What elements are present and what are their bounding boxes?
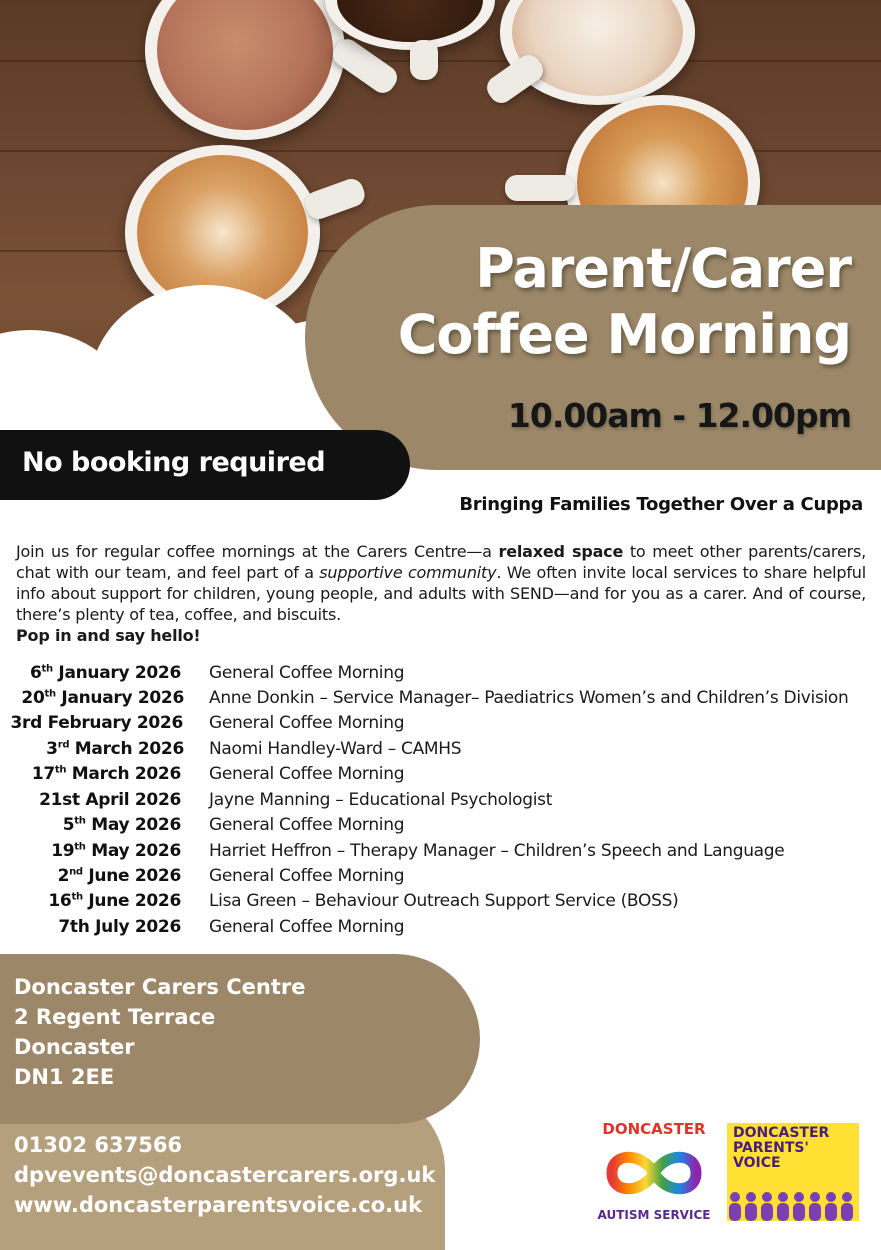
schedule-event: General Coffee Morning xyxy=(209,713,405,733)
schedule-event: Jayne Manning – Educational Psychologist xyxy=(209,790,553,810)
schedule-row xyxy=(0,739,881,764)
schedule-event: Harriet Heffron – Therapy Manager – Children’s Speech and Language xyxy=(209,841,785,861)
address-line: Doncaster xyxy=(14,1035,135,1059)
schedule-row xyxy=(0,663,881,688)
autism-logo-subtitle: AUTISM SERVICE xyxy=(597,1208,711,1222)
schedule-event: General Coffee Morning xyxy=(209,866,405,886)
tagline: Bringing Families Together Over a Cuppa xyxy=(459,494,863,515)
schedule-event: General Coffee Morning xyxy=(209,815,405,835)
schedule-row xyxy=(0,764,881,789)
intro-text: to meet other parents/carers, chat with our team, and feel part of a xyxy=(16,542,866,582)
schedule-date: 19th May 2026 xyxy=(51,841,181,861)
event-time: 10.00am - 12.00pm xyxy=(507,396,851,435)
schedule-row xyxy=(0,815,881,840)
address-block xyxy=(14,972,305,1092)
autism-logo-title: DONCASTER xyxy=(602,1120,706,1138)
schedule-date: 3rd March 2026 xyxy=(46,739,184,759)
schedule-date: 21st April 2026 xyxy=(39,790,181,810)
schedule-row xyxy=(0,790,881,815)
intro-bold: relaxed space xyxy=(498,542,624,561)
schedule-row xyxy=(0,713,881,738)
schedule-row xyxy=(0,688,881,713)
address-line: 2 Regent Terrace xyxy=(14,1005,216,1029)
doncaster-autism-service-logo xyxy=(594,1120,714,1225)
page-title: Parent/Carer Coffee Morning xyxy=(397,237,851,366)
schedule-event: Anne Donkin – Service Manager– Paediatrics Women’s and Children’s Division xyxy=(209,688,849,708)
address-line: Doncaster Carers Centre xyxy=(14,975,306,999)
call-to-action: Pop in and say hello! xyxy=(16,626,201,645)
intro-italic: supportive community xyxy=(319,563,497,582)
infinity-icon xyxy=(604,1140,704,1206)
schedule-row xyxy=(0,866,881,891)
contact-block xyxy=(14,1130,435,1220)
schedule-date: 5th May 2026 xyxy=(62,815,181,835)
schedule-date: 20th January 2026 xyxy=(21,688,184,708)
schedule-event: General Coffee Morning xyxy=(209,764,405,784)
doncaster-parents-voice-logo xyxy=(727,1123,859,1221)
coffee-cup xyxy=(145,0,345,140)
contact-phone[interactable]: 01302 637566 xyxy=(14,1133,183,1157)
schedule-date: 17th March 2026 xyxy=(31,764,181,784)
intro-text: Join us for regular coffee mornings at the Carers Centre—a xyxy=(16,542,499,561)
schedule-row xyxy=(0,841,881,866)
schedule-event: Naomi Handley-Ward – CAMHS xyxy=(209,739,462,759)
coffee-cup xyxy=(500,0,695,105)
address-postcode: DN1 2EE xyxy=(14,1065,115,1089)
contact-email[interactable]: dpvevents@doncastercarers.org.uk xyxy=(14,1163,436,1187)
schedule-event: General Coffee Morning xyxy=(209,917,405,937)
booking-text: No booking required xyxy=(22,447,326,478)
schedule-event: General Coffee Morning xyxy=(209,663,405,683)
schedule-row xyxy=(0,891,881,916)
booking-banner xyxy=(0,430,410,500)
schedule-date: 3rd February 2026 xyxy=(10,713,183,733)
schedule-date: 6th January 2026 xyxy=(29,663,181,683)
intro-paragraph xyxy=(16,541,866,646)
schedule-date: 16th June 2026 xyxy=(48,891,181,911)
crowd-icon xyxy=(727,1185,859,1221)
dpv-logo-text: DONCASTER PARENTS' VOICE xyxy=(733,1125,830,1171)
schedule-date: 2nd June 2026 xyxy=(57,866,181,886)
contact-website[interactable]: www.doncasterparentsvoice.co.uk xyxy=(14,1193,423,1217)
wood-plank-line xyxy=(0,60,881,62)
schedule-event: Lisa Green – Behaviour Outreach Support Service (BOSS) xyxy=(209,891,679,911)
intro-text: . We often invite local services to share helpful info about support for children, young people, and adults with SEND—and for you as a carer. And of course, there’s plenty of tea, coffee, and biscuits. xyxy=(16,563,866,624)
schedule-row xyxy=(0,917,881,942)
schedule-date: 7th July 2026 xyxy=(58,917,181,937)
